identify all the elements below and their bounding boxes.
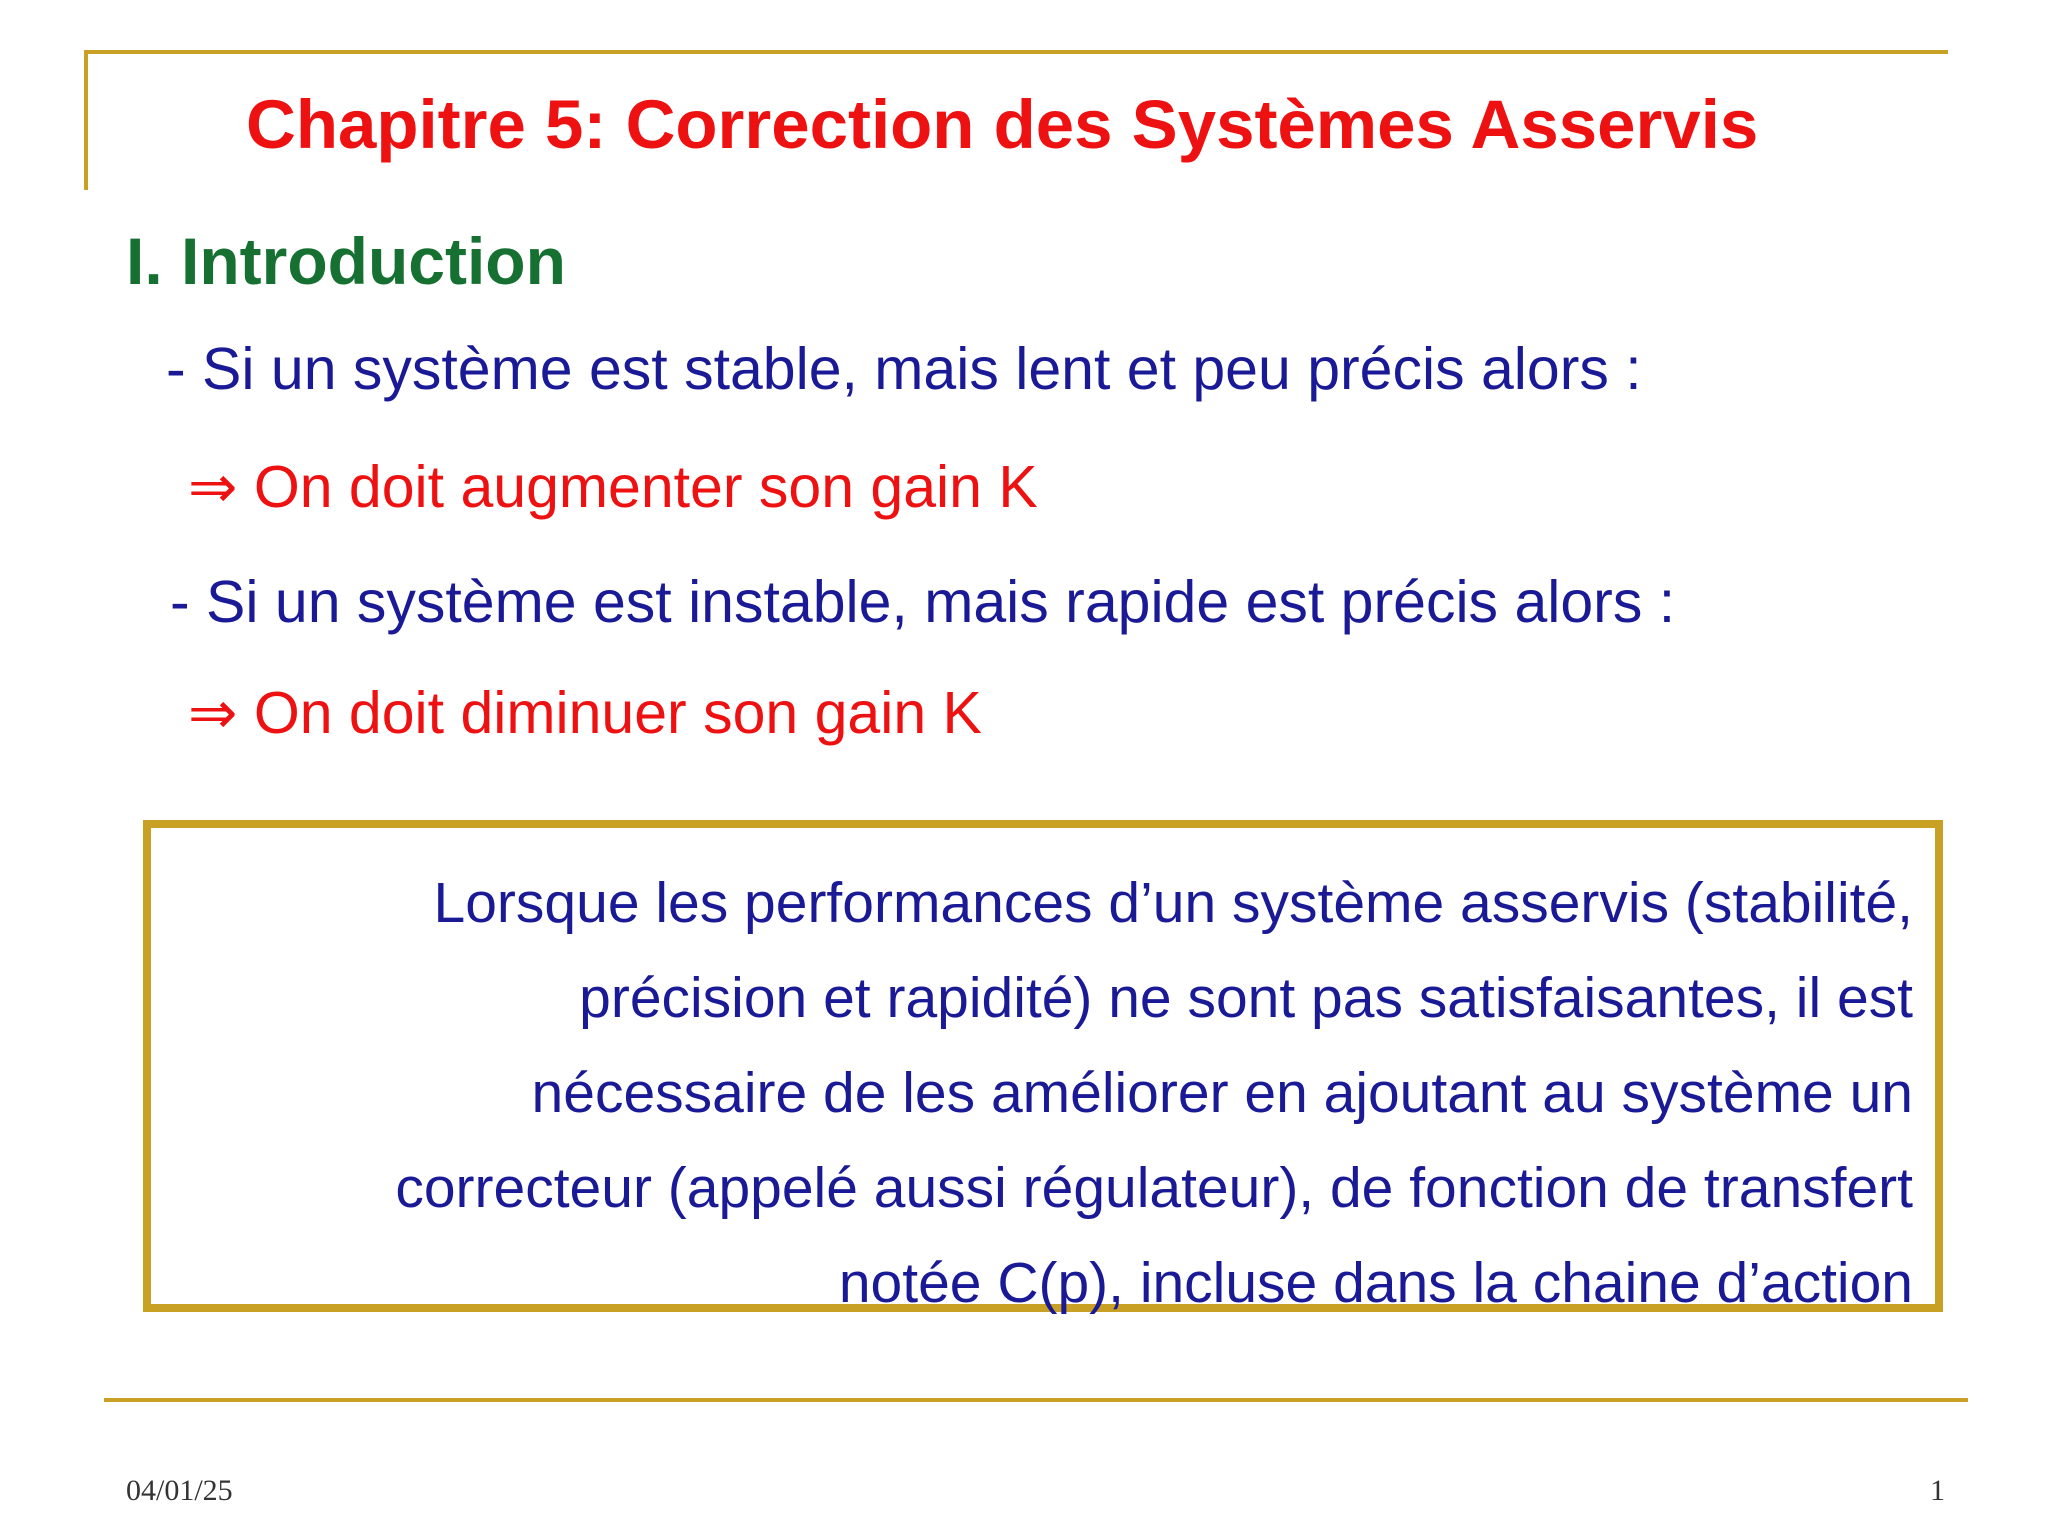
bottom-rule: [104, 1398, 1968, 1402]
implication-decrease-gain: ⇒ On doit diminuer son gain K: [188, 680, 982, 746]
bullet-unstable-fast: - Si un système est instable, mais rapide est précis alors :: [170, 569, 1676, 635]
definition-line: notée C(p), incluse dans la chaine d’action: [838, 1251, 1913, 1315]
definition-line: précision et rapidité) ne sont pas satisfaisantes, il est: [579, 966, 1913, 1030]
footer-date: 04/01/25: [126, 1474, 233, 1507]
top-left-rule: [84, 50, 88, 190]
top-rule: [84, 50, 1948, 54]
footer-page-number: 1: [1930, 1474, 1945, 1507]
definition-box: [143, 820, 1943, 1315]
definition-text: [173, 856, 1913, 1331]
bullet-stable-slow: - Si un système est stable, mais lent et peu précis alors :: [166, 336, 1642, 402]
implication-increase-gain: ⇒ On doit augmenter son gain K: [188, 454, 1038, 520]
definition-line: Lorsque les performances d’un système asservis (stabilité,: [433, 871, 1913, 935]
definition-line: correcteur (appelé aussi régulateur), de fonction de transfert: [395, 1156, 1913, 1220]
definition-line: nécessaire de les améliorer en ajoutant au système un: [531, 1061, 1913, 1125]
slide-title: Chapitre 5: Correction des Systèmes Asservis: [246, 86, 1759, 163]
section-heading: I. Introduction: [126, 224, 566, 298]
